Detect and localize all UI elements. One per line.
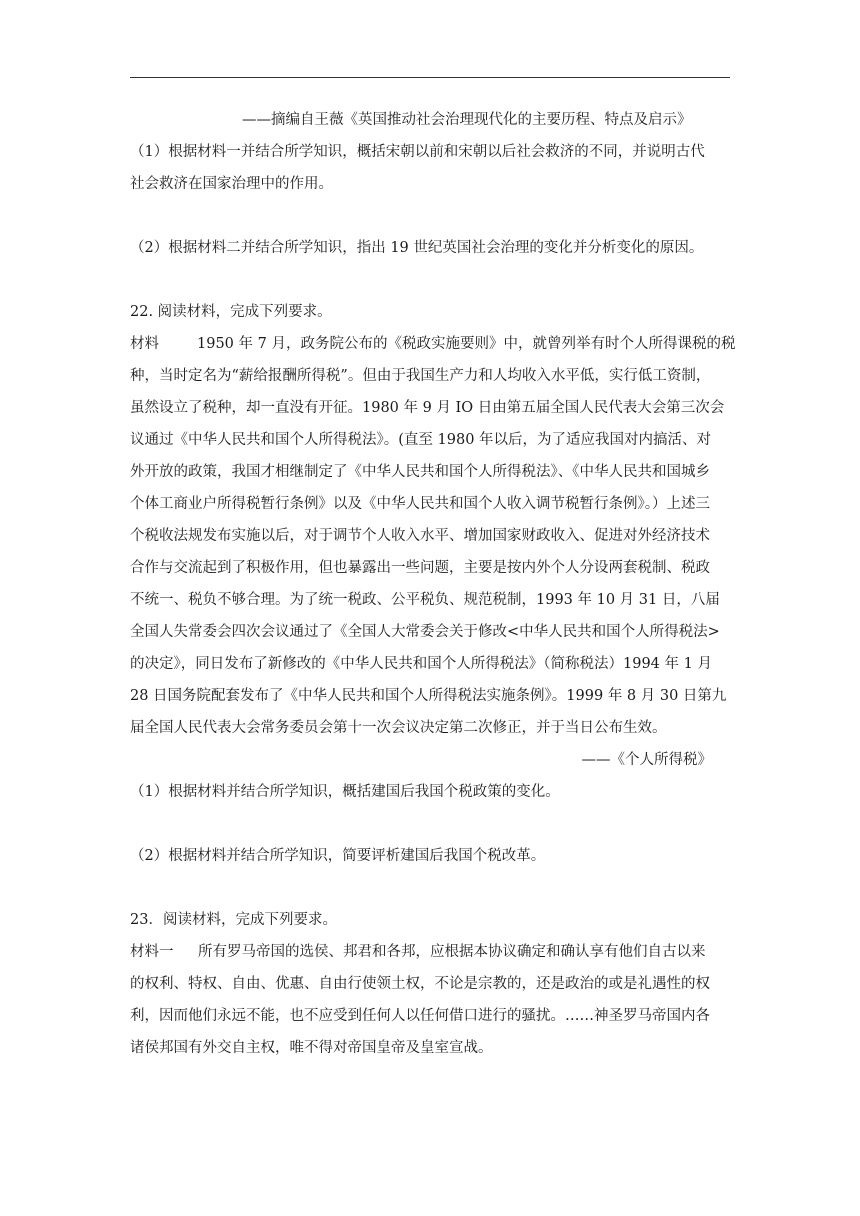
q22-material-line-11: 28 日国务院配套发布了《中华人民共和国个人所得税法实施条例》。1999 年 8 月 30 日第九 [130, 688, 727, 704]
q22-material-line-2: 虽然设立了税种，却一直没有开征。1980 年 9 月 IO 日由第五届全国人民代表大会第三次会 [130, 400, 725, 416]
q22-part2: （2）根据材料并结合所学知识，简要评析建国后我国个税改革。 [130, 848, 546, 864]
q23-material-line-3: 诸侯邦国有外交自主权，唯不得对帝国皇帝及皇室宣战。 [130, 1040, 493, 1056]
q23-material-label: 材料一 [130, 944, 174, 960]
q21-part1-line2: 社会救济在国家治理中的作用。 [130, 176, 333, 192]
q23-material-line-0: 材料一 所有罗马帝国的选侯、邦君和各邦，应根据本协议确定和确认享有他们自古以来 [130, 936, 730, 968]
q21-part2: （2）根据材料二并结合所学知识，指出 19 世纪英国社会治理的变化并分析变化的原因。 [130, 240, 704, 256]
q23-title: 23．阅读材料，完成下列要求。 [130, 912, 337, 928]
q22-material-line-6: 个税收法规发布实施以后，对于调节个人收入水平、增加国家财政收入、促进对外经济技术 [130, 528, 710, 544]
q21-source: ——摘编自王薇《英国推动社会治理现代化的主要历程、特点及启示》 [242, 112, 692, 128]
q22-material-line-4: 外开放的政策，我国才相继制定了《中华人民共和国个人所得税法》、《中华人民共和国城乡 [130, 464, 710, 480]
q22-material-line-3: 议通过《中华人民共和国个人所得税法》。(直至 1980 年以后，为了适应我国对内搞活、对 [130, 432, 712, 448]
q23-material-line-2: 利，因而他们永远不能，也不应受到任何人以任何借口进行的骚扰。……神圣罗马帝国内各 [130, 1008, 710, 1024]
q22-material-line-8: 不统一、税负不够合理。为了统一税政、公平税负、规范税制，1993 年 10 月 31 日，八届 [130, 592, 720, 608]
q22-part1: （1）根据材料并结合所学知识，概括建国后我国个税政策的变化。 [130, 784, 560, 800]
q22-source: ——《个人所得税》 [581, 752, 712, 768]
q22-material-label: 材料 [130, 336, 159, 352]
q23-material-line-1: 的权利、特权、自由、优惠、自由行使领土权，不论是宗教的，还是政治的或是礼遇性的权 [130, 976, 710, 992]
q21-part1-line1: （1）根据材料一并结合所学知识，概括宋朝以前和宋朝以后社会救济的不同，并说明古代 [130, 144, 705, 160]
document-body [130, 104, 736, 1064]
q22-material-line-1: 种，当时定名为“薪给报酬所得税”。但由于我国生产力和人均收入水平低，实行低工资制， [130, 368, 711, 384]
q22-material-line-7: 合作与交流起到了积极作用，但也暴露出一些问题，主要是按内外个人分设两套税制、税政 [130, 560, 710, 576]
q22-title: 22. 阅读材料，完成下列要求。 [130, 304, 332, 320]
q22-material-line-10: 的决定》，同日发布了新修改的《中华人民共和国个人所得税法》（简称税法）1994 年 1 月 [130, 656, 712, 672]
q22-material-line-5: 个体工商业户所得税暂行条例》以及《中华人民共和国个人收入调节税暂行条例》。）上述三 [130, 496, 710, 512]
q22-material-line-12: 届全国人民代表大会常务委员会第十一次会议决定第二次修正，并于当日公布生效。 [130, 720, 667, 736]
q22-material-line-9: 全国人失常委会四次会议通过了《全国人大常委会关于修改<中华人民共和国个人所得税法> [130, 624, 720, 640]
header-rule [130, 77, 730, 78]
q22-material-line-0: 材料 1950 年 7 月，政务院公布的《税政实施要则》中，就曾列举有时个人所得课税的税 [130, 328, 730, 360]
